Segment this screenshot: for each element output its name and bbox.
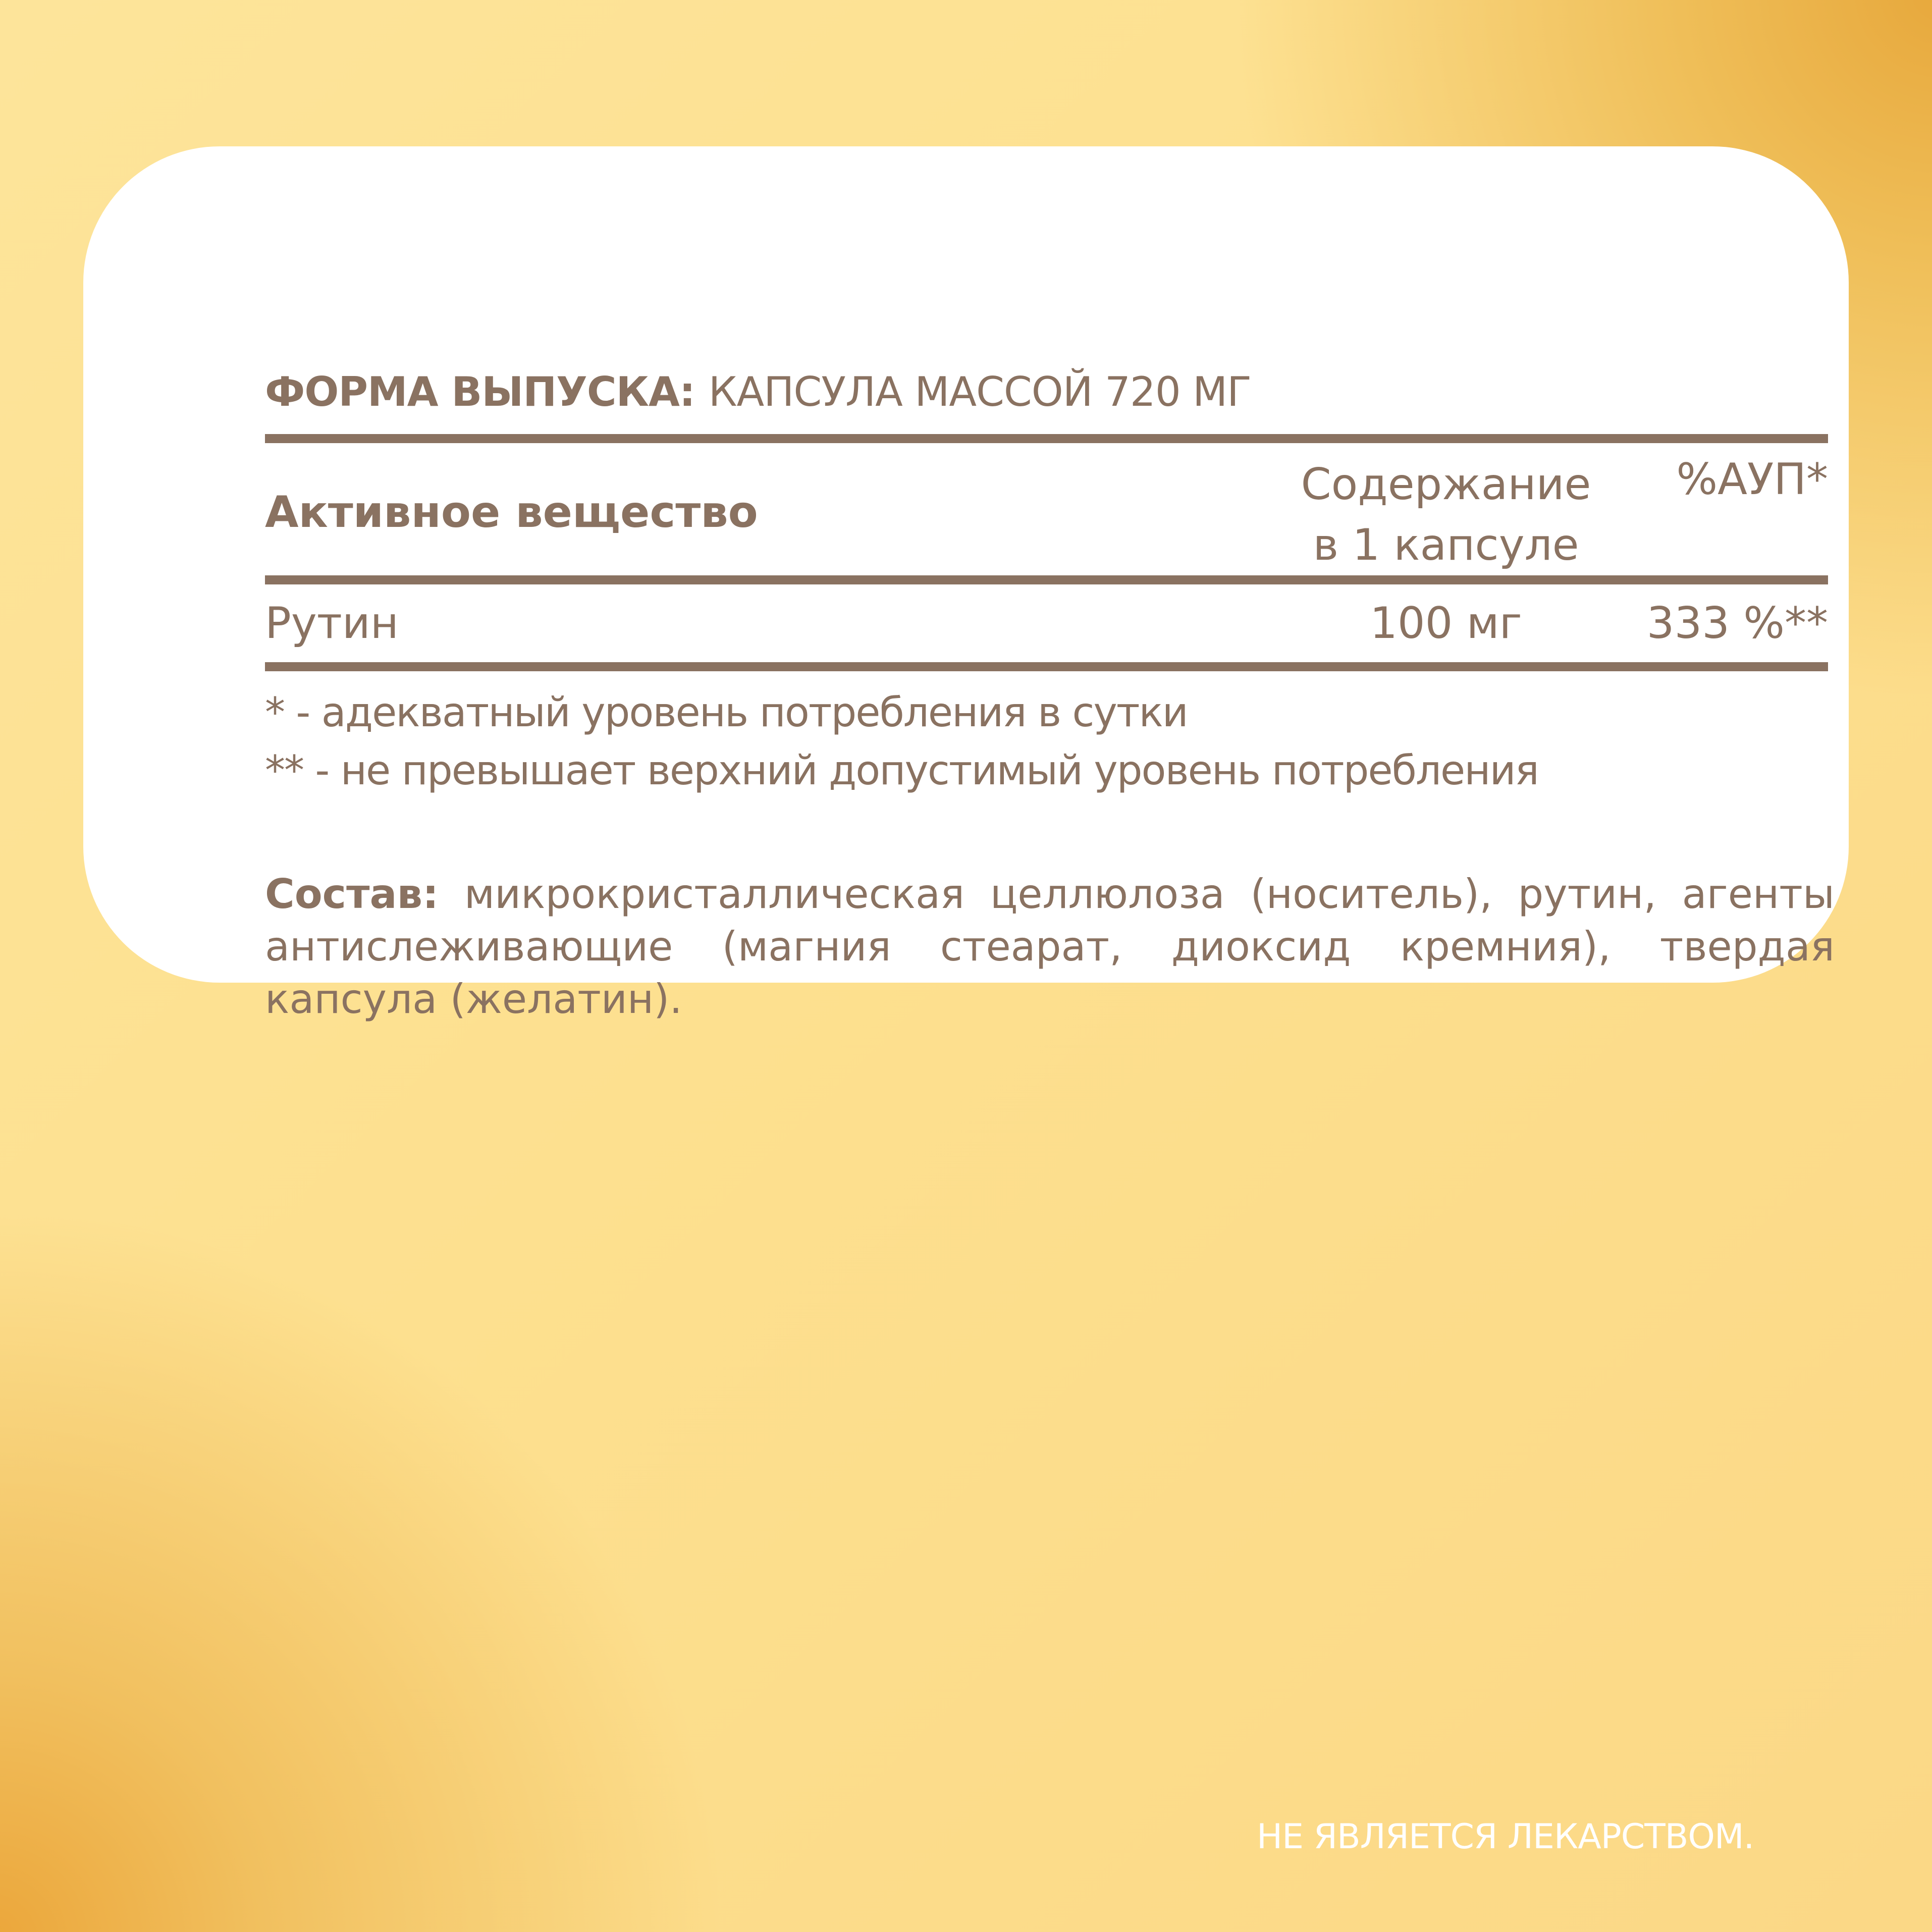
table-row-rda: 333 %** <box>1646 598 1828 649</box>
composition-text: микрокристаллическая целлюлоза (носитель), рутин, агенты антислеживающие (магния стеарат, диоксид кремния), твердая капсула (желатин). <box>265 871 1835 1023</box>
table-row-substance: Рутин <box>265 598 399 649</box>
header-active-substance: Активное вещество <box>265 487 758 538</box>
footnote-upper-limit: ** - не превышает верхний допустимый уровень потребления <box>265 747 1538 794</box>
footnote-adequate-level: * - адекватный уровень потребления в сутки <box>265 689 1188 736</box>
info-card <box>83 146 1849 1023</box>
release-form-value: КАПСУЛА МАССОЙ 720 МГ <box>708 368 1251 415</box>
table-header-rule <box>265 575 1828 584</box>
table-bottom-rule <box>265 662 1828 671</box>
composition-paragraph <box>265 868 1835 1026</box>
header-content-per-capsule <box>1274 454 1618 575</box>
composition-label: Состав: <box>265 871 439 918</box>
header-content-line2: в 1 капсуле <box>1313 520 1579 570</box>
header-content-line1: Содержание <box>1301 459 1591 510</box>
header-rda-percent: %АУП* <box>1676 454 1828 505</box>
table-row-content: 100 мг <box>1370 598 1522 649</box>
table-top-rule <box>265 434 1828 443</box>
release-form-label: ФОРМА ВЫПУСКА: <box>265 368 695 415</box>
release-form-heading <box>265 368 1251 415</box>
not-a-medicine-disclaimer: НЕ ЯВЛЯЕТСЯ ЛЕКАРСТВОМ. <box>1257 1817 1754 1857</box>
